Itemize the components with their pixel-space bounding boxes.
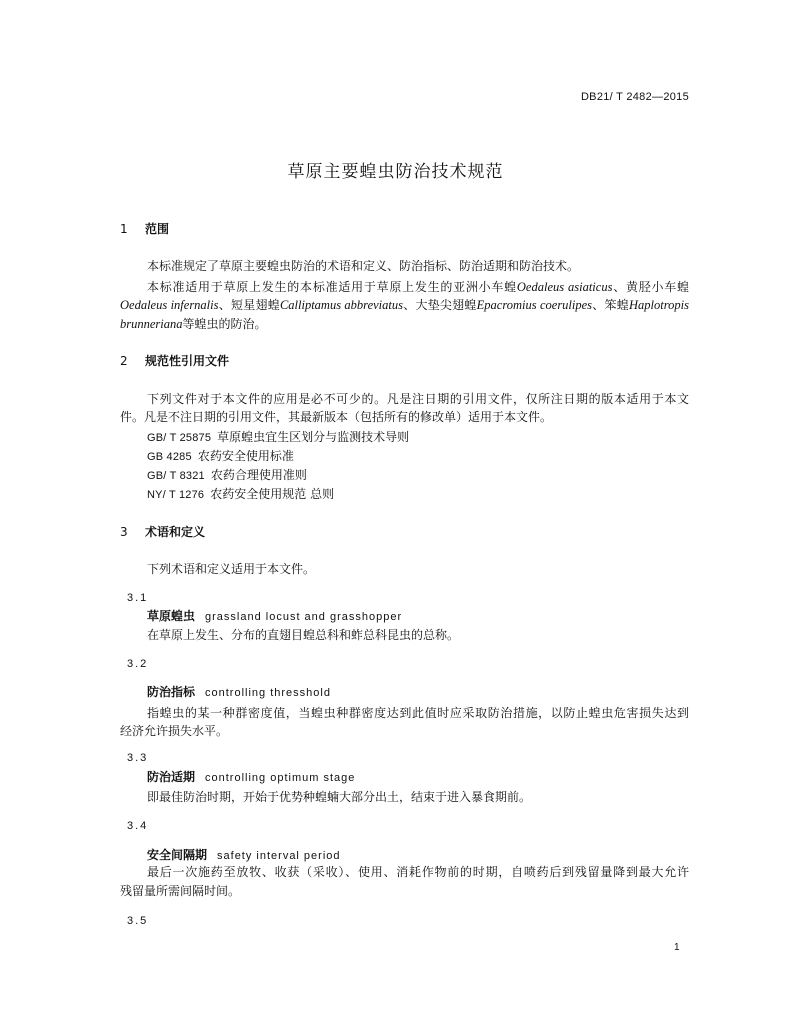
text-run: 、大垫尖翅蝗: [402, 298, 477, 312]
scope-paragraph-2-line-2: [120, 297, 689, 313]
text-run: 、黄胫小车蝗: [612, 280, 689, 294]
term-definition: 残留量所需间隔时间。: [120, 884, 241, 898]
term-number: 3.5: [127, 915, 149, 927]
section-title: 规范性引用文件: [145, 354, 230, 368]
term-definition: 最后一次施药至放牧、收获（采收）、使用、消耗作物前的时期，自喷药后到残留量降到最大允许: [147, 865, 689, 879]
standard-code: DB21/ T 2482—2015: [580, 91, 689, 103]
species-name: Oedaleus asiaticus: [516, 280, 613, 294]
term-zh: 草原蝗虫: [147, 609, 196, 623]
reference-title: 草原蝗虫宜生区划分与监测技术导则: [217, 430, 410, 444]
term-definition: 在草原上发生、分布的直翅目蝗总科和蚱总科昆虫的总称。: [147, 628, 460, 642]
reference-title: 农药合理使用准则: [210, 468, 307, 482]
reference-item: [147, 448, 294, 465]
reference-code: GB/ T 8321: [147, 470, 205, 482]
term-zh: 防治指标: [147, 685, 196, 699]
reference-item: [147, 486, 334, 503]
term-name: [147, 608, 402, 625]
section-heading-scope: [120, 221, 169, 237]
term-number: 3.1: [127, 592, 149, 604]
term-en: controlling thresshold: [205, 687, 331, 699]
document-title: 草原主要蝗虫防治技术规范: [287, 162, 504, 182]
term-en: grassland locust and grasshopper: [205, 611, 403, 623]
terms-intro: 下列术语和定义适用于本文件。: [147, 562, 316, 576]
scope-paragraph-1: 本标准规定了草原主要蝗虫防治的术语和定义、防治指标、防治适期和防治技术。: [147, 259, 580, 273]
normative-intro-line-1: 下列文件对于本文件的应用是必不可少的。凡是注日期的引用文件，仅所注日期的版本适用于本文: [147, 392, 689, 406]
term-name: [147, 847, 341, 864]
section-number: 3: [120, 525, 128, 539]
term-number: 3.3: [127, 752, 149, 764]
text-run: 、笨蝗: [592, 298, 629, 312]
normative-intro-line-2: 件。凡是不注日期的引用文件，其最新版本（包括所有的修改单）适用于本文件。: [120, 410, 553, 424]
term-number: 3.4: [127, 820, 149, 832]
species-name: Oedaleus infernalis: [120, 298, 219, 312]
term-zh: 安全间隔期: [147, 848, 208, 862]
reference-code: GB 4285: [147, 451, 192, 463]
term-number: 3.2: [127, 658, 149, 670]
reference-code: GB/ T 25875: [147, 432, 212, 444]
section-number: 2: [120, 354, 128, 368]
reference-item: [147, 467, 307, 484]
page-number: 1: [674, 942, 680, 953]
reference-code: NY/ T 1276: [147, 489, 205, 501]
scope-paragraph-2-line-3: [120, 316, 267, 332]
section-title: 术语和定义: [145, 525, 206, 539]
species-name: Epacromius coerulipes: [476, 298, 593, 312]
species-name: Haplotropis: [629, 298, 689, 312]
text-run: 等蝗虫的防治。: [182, 317, 267, 331]
term-definition: 经济允许损失水平。: [120, 724, 229, 738]
species-name: brunneriana: [120, 317, 183, 331]
text-run: 本标准适用于草原上发生的本标准适用于草原上发生的亚洲小车蝗: [147, 280, 517, 294]
section-number: 1: [120, 222, 128, 236]
section-heading-normative-references: [120, 353, 229, 369]
term-definition: 指蝗虫的某一种群密度值，当蝗虫种群密度达到此值时应采取防治措施，以防止蝗虫危害损失达到: [147, 706, 689, 720]
reference-title: 农药安全使用规范 总则: [210, 487, 335, 501]
species-name: Calliptamus abbreviatus: [279, 298, 403, 312]
term-en: safety interval period: [217, 850, 341, 862]
term-name: [147, 684, 331, 701]
term-en: controlling optimum stage: [205, 772, 356, 784]
term-name: [147, 769, 355, 786]
reference-title: 农药安全使用标准: [197, 449, 294, 463]
text-run: 、短星翅蝗: [218, 298, 280, 312]
section-title: 范围: [145, 222, 170, 236]
reference-item: [147, 429, 409, 446]
term-zh: 防治适期: [147, 770, 196, 784]
term-definition: 即最佳防治时期，开始于优势种蝗蝻大部分出土，结束于进入暴食期前。: [147, 790, 532, 804]
scope-paragraph-2-line-1: [147, 279, 689, 295]
section-heading-terms: [120, 524, 205, 540]
